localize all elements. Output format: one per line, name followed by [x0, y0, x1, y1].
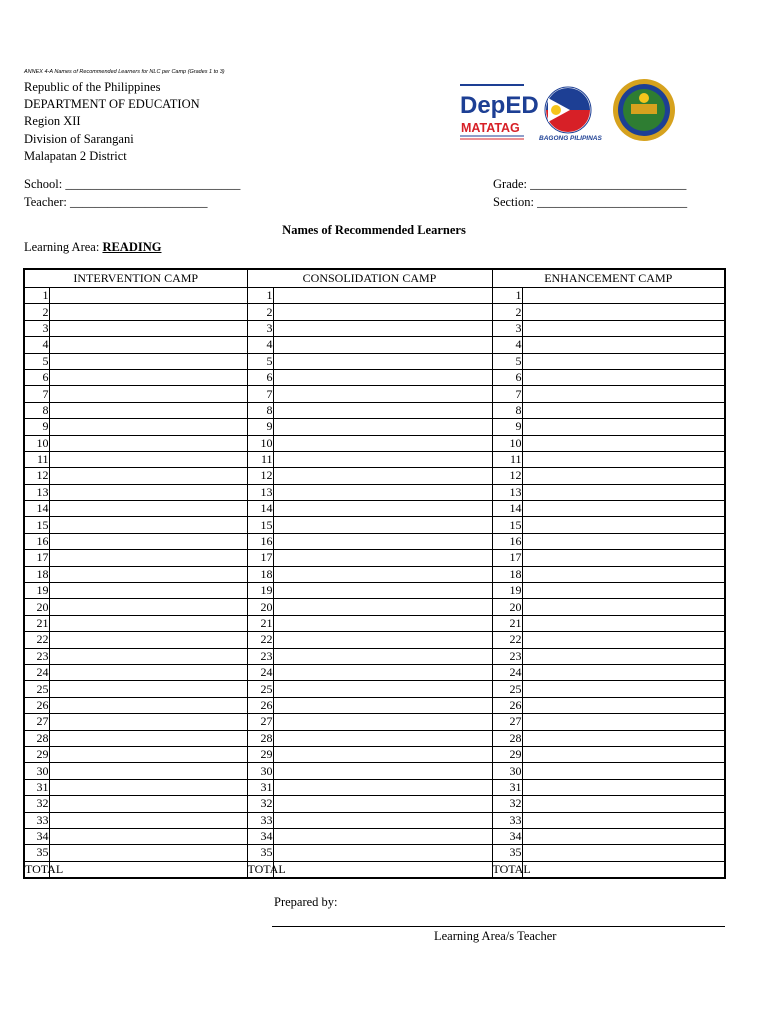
learner-name-cell[interactable]	[273, 681, 492, 697]
row-number: 27	[492, 714, 522, 730]
learner-name-cell[interactable]	[273, 402, 492, 418]
learner-name-cell[interactable]	[49, 697, 247, 713]
learner-name-cell[interactable]	[273, 796, 492, 812]
table-row	[24, 484, 725, 500]
row-number: 35	[247, 845, 273, 861]
total-label-cell	[247, 861, 286, 878]
table-row	[24, 648, 725, 664]
learner-name-cell[interactable]	[49, 369, 247, 385]
learner-name-cell[interactable]	[522, 320, 725, 336]
table-row	[24, 615, 725, 631]
column-header-intervention: INTERVENTION CAMP	[24, 269, 247, 288]
learner-name-cell[interactable]	[522, 304, 725, 320]
learner-name-cell[interactable]	[273, 435, 492, 451]
learner-name-cell[interactable]	[273, 697, 492, 713]
learner-name-cell[interactable]	[49, 648, 247, 664]
row-number: 9	[492, 419, 522, 435]
table-row	[24, 812, 725, 828]
table-row	[24, 288, 725, 304]
row-number: 28	[24, 730, 49, 746]
row-number: 19	[24, 583, 49, 599]
learner-name-cell[interactable]	[49, 484, 247, 500]
table-row	[24, 320, 725, 336]
grade-field[interactable]: Grade: _________________________	[493, 177, 687, 191]
table-row	[24, 435, 725, 451]
learner-name-cell[interactable]	[273, 746, 492, 762]
learner-name-cell[interactable]	[522, 763, 725, 779]
learner-name-cell[interactable]	[522, 386, 725, 402]
learner-name-cell[interactable]	[49, 501, 247, 517]
learner-name-cell[interactable]	[522, 501, 725, 517]
row-number: 35	[492, 845, 522, 861]
learner-name-cell[interactable]	[522, 828, 725, 844]
learner-name-cell[interactable]	[49, 566, 247, 582]
total-label: TOTAL	[25, 861, 64, 876]
row-number: 3	[492, 320, 522, 336]
row-number: 29	[247, 746, 273, 762]
learner-name-cell[interactable]	[49, 517, 247, 533]
table-row	[24, 714, 725, 730]
document-subtitle: Names of Recommended Learners	[282, 223, 466, 237]
row-number: 17	[24, 550, 49, 566]
row-number: 26	[492, 697, 522, 713]
learner-name-cell[interactable]	[49, 337, 247, 353]
learner-name-cell[interactable]	[273, 369, 492, 385]
row-number: 22	[492, 632, 522, 648]
learner-name-cell[interactable]	[49, 451, 247, 467]
learner-name-cell[interactable]	[273, 763, 492, 779]
table-row	[24, 697, 725, 713]
learner-name-cell[interactable]	[49, 730, 247, 746]
learner-name-cell[interactable]	[273, 353, 492, 369]
row-number: 29	[492, 746, 522, 762]
learner-name-cell[interactable]	[49, 779, 247, 795]
table-row	[24, 730, 725, 746]
row-number: 31	[24, 779, 49, 795]
learner-name-cell[interactable]	[273, 664, 492, 680]
table-row	[24, 468, 725, 484]
learner-name-cell[interactable]	[273, 304, 492, 320]
learner-name-cell[interactable]	[273, 484, 492, 500]
row-number: 5	[247, 353, 273, 369]
table-row	[24, 369, 725, 385]
row-number: 26	[24, 697, 49, 713]
learner-name-cell[interactable]	[273, 615, 492, 631]
section-field[interactable]: Section: ________________________	[493, 195, 688, 209]
row-number: 13	[492, 484, 522, 500]
row-number: 20	[247, 599, 273, 615]
learner-name-cell[interactable]	[49, 632, 247, 648]
learner-name-cell[interactable]	[522, 566, 725, 582]
table-row	[24, 681, 725, 697]
teacher-field[interactable]: Teacher: ______________________	[24, 195, 208, 209]
column-header-consolidation: CONSOLIDATION CAMP	[247, 269, 492, 288]
learner-name-cell[interactable]	[522, 615, 725, 631]
table-row	[24, 501, 725, 517]
row-number: 16	[492, 533, 522, 549]
row-number: 24	[24, 664, 49, 680]
row-number: 22	[247, 632, 273, 648]
row-number: 3	[24, 320, 49, 336]
learner-name-cell[interactable]	[273, 812, 492, 828]
row-number: 25	[492, 681, 522, 697]
bagong-pilipinas-logo	[539, 87, 603, 142]
learner-name-cell[interactable]	[273, 419, 492, 435]
total-label-cell	[492, 861, 531, 878]
row-number: 11	[492, 451, 522, 467]
row-number: 14	[247, 501, 273, 517]
row-number: 2	[24, 304, 49, 320]
table-row	[24, 533, 725, 549]
learner-name-cell[interactable]	[522, 419, 725, 435]
learner-name-cell[interactable]	[522, 746, 725, 762]
total-label-cell	[24, 861, 64, 878]
row-number: 21	[24, 615, 49, 631]
table-row	[24, 517, 725, 533]
row-number: 23	[24, 648, 49, 664]
learner-name-cell[interactable]	[49, 615, 247, 631]
table-row	[24, 419, 725, 435]
total-value-cell[interactable]	[522, 861, 725, 878]
row-number: 13	[247, 484, 273, 500]
header-line-region: Region XII	[24, 114, 81, 128]
row-number: 5	[492, 353, 522, 369]
table-row	[24, 583, 725, 599]
deped-matatag-logo	[460, 85, 539, 139]
learner-name-cell[interactable]	[49, 288, 247, 304]
learner-name-cell[interactable]	[522, 484, 725, 500]
row-number: 18	[24, 566, 49, 582]
total-label: TOTAL	[247, 861, 286, 876]
learner-name-cell[interactable]	[522, 435, 725, 451]
learner-name-cell[interactable]	[273, 730, 492, 746]
table-row	[24, 664, 725, 680]
row-number: 1	[24, 288, 49, 304]
division-seal-logo	[613, 79, 675, 141]
row-number: 29	[24, 746, 49, 762]
row-number: 34	[492, 828, 522, 844]
total-value-cell[interactable]	[49, 861, 247, 878]
table-row	[24, 796, 725, 812]
row-number: 25	[24, 681, 49, 697]
learner-name-cell[interactable]	[522, 468, 725, 484]
table-row	[24, 451, 725, 467]
row-number: 21	[247, 615, 273, 631]
learner-name-cell[interactable]	[49, 796, 247, 812]
learner-name-cell[interactable]	[273, 386, 492, 402]
row-number: 5	[24, 353, 49, 369]
row-number: 32	[492, 796, 522, 812]
total-label: TOTAL	[492, 861, 531, 876]
learner-name-cell[interactable]	[522, 632, 725, 648]
deped-logo-text: DepED	[460, 92, 539, 119]
row-number: 23	[492, 648, 522, 664]
seal-sun-icon	[639, 93, 649, 103]
school-field[interactable]: School: ____________________________	[24, 177, 241, 191]
learner-name-cell[interactable]	[49, 746, 247, 762]
learner-name-cell[interactable]	[522, 369, 725, 385]
learner-name-cell[interactable]	[273, 566, 492, 582]
row-number: 6	[492, 369, 522, 385]
learner-name-cell[interactable]	[49, 828, 247, 844]
row-number: 22	[24, 632, 49, 648]
learning-area-label: Learning Area:	[24, 240, 100, 254]
learner-name-cell[interactable]	[522, 681, 725, 697]
row-number: 2	[492, 304, 522, 320]
row-number: 23	[247, 648, 273, 664]
row-number: 30	[24, 763, 49, 779]
bagong-pilipinas-text: BAGONG PILIPINAS	[539, 135, 602, 142]
row-number: 7	[24, 386, 49, 402]
learner-name-cell[interactable]	[273, 320, 492, 336]
row-number: 1	[492, 288, 522, 304]
header-line-department: DEPARTMENT OF EDUCATION	[24, 97, 200, 111]
row-number: 19	[492, 583, 522, 599]
learner-name-cell[interactable]	[522, 353, 725, 369]
learner-name-cell[interactable]	[273, 583, 492, 599]
row-number: 19	[247, 583, 273, 599]
row-number: 10	[24, 435, 49, 451]
row-number: 31	[492, 779, 522, 795]
learner-name-cell[interactable]	[49, 533, 247, 549]
learner-name-cell[interactable]	[522, 648, 725, 664]
row-number: 8	[492, 402, 522, 418]
row-number: 18	[247, 566, 273, 582]
learner-name-cell[interactable]	[522, 550, 725, 566]
row-number: 15	[492, 517, 522, 533]
row-number: 32	[247, 796, 273, 812]
total-value-cell[interactable]	[273, 861, 492, 878]
learner-name-cell[interactable]	[273, 451, 492, 467]
header-line-republic: Republic of the Philippines	[24, 80, 161, 94]
row-number: 33	[247, 812, 273, 828]
learner-name-cell[interactable]	[49, 599, 247, 615]
table-row	[24, 386, 725, 402]
table-row	[24, 550, 725, 566]
row-number: 18	[492, 566, 522, 582]
row-number: 30	[247, 763, 273, 779]
row-number: 20	[492, 599, 522, 615]
row-number: 11	[24, 451, 49, 467]
row-number: 27	[24, 714, 49, 730]
row-number: 33	[24, 812, 49, 828]
learner-name-cell[interactable]	[273, 337, 492, 353]
table-row	[24, 402, 725, 418]
row-number: 26	[247, 697, 273, 713]
learner-name-cell[interactable]	[522, 779, 725, 795]
learner-name-cell[interactable]	[522, 599, 725, 615]
learner-name-cell[interactable]	[49, 435, 247, 451]
row-number: 7	[247, 386, 273, 402]
learner-name-cell[interactable]	[522, 812, 725, 828]
learner-name-cell[interactable]	[522, 714, 725, 730]
row-number: 7	[492, 386, 522, 402]
row-number: 2	[247, 304, 273, 320]
learner-name-cell[interactable]	[273, 599, 492, 615]
learner-name-cell[interactable]	[273, 779, 492, 795]
learner-name-cell[interactable]	[522, 517, 725, 533]
row-number: 32	[24, 796, 49, 812]
row-number: 8	[247, 402, 273, 418]
row-number: 10	[247, 435, 273, 451]
row-number: 28	[492, 730, 522, 746]
learner-name-cell[interactable]	[49, 304, 247, 320]
learner-name-cell[interactable]	[522, 288, 725, 304]
learner-name-cell[interactable]	[522, 337, 725, 353]
row-number: 4	[24, 337, 49, 353]
table-row	[24, 566, 725, 582]
sun-icon	[551, 105, 561, 115]
row-number: 10	[492, 435, 522, 451]
row-number: 1	[247, 288, 273, 304]
column-header-enhancement: ENHANCEMENT CAMP	[492, 269, 725, 288]
learner-name-cell[interactable]	[49, 419, 247, 435]
row-number: 11	[247, 451, 273, 467]
header-line-division: Division of Sarangani	[24, 132, 134, 146]
row-number: 24	[247, 664, 273, 680]
row-number: 8	[24, 402, 49, 418]
row-number: 6	[24, 369, 49, 385]
table-row	[24, 779, 725, 795]
table-row	[24, 599, 725, 615]
prepared-by-label: Prepared by:	[274, 895, 338, 909]
learner-name-cell[interactable]	[273, 288, 492, 304]
learner-name-cell[interactable]	[273, 468, 492, 484]
learner-name-cell[interactable]	[522, 402, 725, 418]
learner-name-cell[interactable]	[49, 681, 247, 697]
header-logos	[456, 80, 680, 146]
row-number: 3	[247, 320, 273, 336]
learner-name-cell[interactable]	[273, 845, 492, 861]
row-number: 17	[492, 550, 522, 566]
row-number: 4	[492, 337, 522, 353]
table-header-row	[24, 269, 725, 288]
learner-name-cell[interactable]	[49, 583, 247, 599]
learner-name-cell[interactable]	[273, 550, 492, 566]
row-number: 12	[492, 468, 522, 484]
row-number: 12	[24, 468, 49, 484]
learner-name-cell[interactable]	[273, 632, 492, 648]
row-number: 4	[247, 337, 273, 353]
learner-name-cell[interactable]	[522, 845, 725, 861]
learners-table	[23, 268, 726, 879]
row-number: 34	[24, 828, 49, 844]
learner-name-cell[interactable]	[522, 451, 725, 467]
row-number: 33	[492, 812, 522, 828]
learner-name-cell[interactable]	[273, 517, 492, 533]
learner-name-cell[interactable]	[273, 533, 492, 549]
table-body	[24, 288, 725, 879]
learner-name-cell[interactable]	[522, 796, 725, 812]
row-number: 16	[24, 533, 49, 549]
table-row	[24, 337, 725, 353]
learner-name-cell[interactable]	[49, 320, 247, 336]
row-number: 24	[492, 664, 522, 680]
learner-name-cell[interactable]	[522, 583, 725, 599]
total-row	[24, 861, 725, 878]
learner-name-cell[interactable]	[522, 533, 725, 549]
signature-caption: Learning Area/s Teacher	[434, 929, 557, 943]
learner-name-cell[interactable]	[273, 828, 492, 844]
learner-name-cell[interactable]	[49, 468, 247, 484]
row-number: 15	[247, 517, 273, 533]
row-number: 25	[247, 681, 273, 697]
annex-caption: ANNEX 4-A Names of Recommended Learners for NLC per Camp (Grades 1 to 3)	[24, 69, 225, 75]
learner-name-cell[interactable]	[273, 714, 492, 730]
row-number: 27	[247, 714, 273, 730]
row-number: 35	[24, 845, 49, 861]
table-row	[24, 632, 725, 648]
learning-area-value: READING	[102, 240, 162, 254]
row-number: 31	[247, 779, 273, 795]
logos-svg	[456, 80, 680, 146]
learner-name-cell[interactable]	[273, 648, 492, 664]
learner-name-cell[interactable]	[522, 730, 725, 746]
row-number: 21	[492, 615, 522, 631]
table-row	[24, 353, 725, 369]
row-number: 14	[492, 501, 522, 517]
learner-name-cell[interactable]	[522, 664, 725, 680]
header-line-district: Malapatan 2 District	[24, 149, 127, 163]
row-number: 20	[24, 599, 49, 615]
row-number: 16	[247, 533, 273, 549]
learner-name-cell[interactable]	[49, 714, 247, 730]
matatag-logo-text: MATATAG	[461, 121, 520, 135]
row-number: 9	[24, 419, 49, 435]
learner-name-cell[interactable]	[49, 812, 247, 828]
row-number: 28	[247, 730, 273, 746]
row-number: 17	[247, 550, 273, 566]
learner-name-cell[interactable]	[49, 386, 247, 402]
table-row	[24, 845, 725, 861]
table-row	[24, 763, 725, 779]
row-number: 13	[24, 484, 49, 500]
learner-name-cell[interactable]	[49, 353, 247, 369]
row-number: 14	[24, 501, 49, 517]
table-row	[24, 304, 725, 320]
learner-name-cell[interactable]	[49, 763, 247, 779]
table-row	[24, 828, 725, 844]
learning-area	[24, 240, 161, 255]
learner-name-cell[interactable]	[273, 501, 492, 517]
learner-name-cell[interactable]	[522, 697, 725, 713]
row-number: 15	[24, 517, 49, 533]
table-row	[24, 746, 725, 762]
row-number: 30	[492, 763, 522, 779]
row-number: 34	[247, 828, 273, 844]
row-number: 12	[247, 468, 273, 484]
learner-name-cell[interactable]	[49, 550, 247, 566]
learner-name-cell[interactable]	[49, 845, 247, 861]
row-number: 6	[247, 369, 273, 385]
row-number: 9	[247, 419, 273, 435]
learner-name-cell[interactable]	[49, 664, 247, 680]
signature-line	[272, 926, 725, 927]
learner-name-cell[interactable]	[49, 402, 247, 418]
